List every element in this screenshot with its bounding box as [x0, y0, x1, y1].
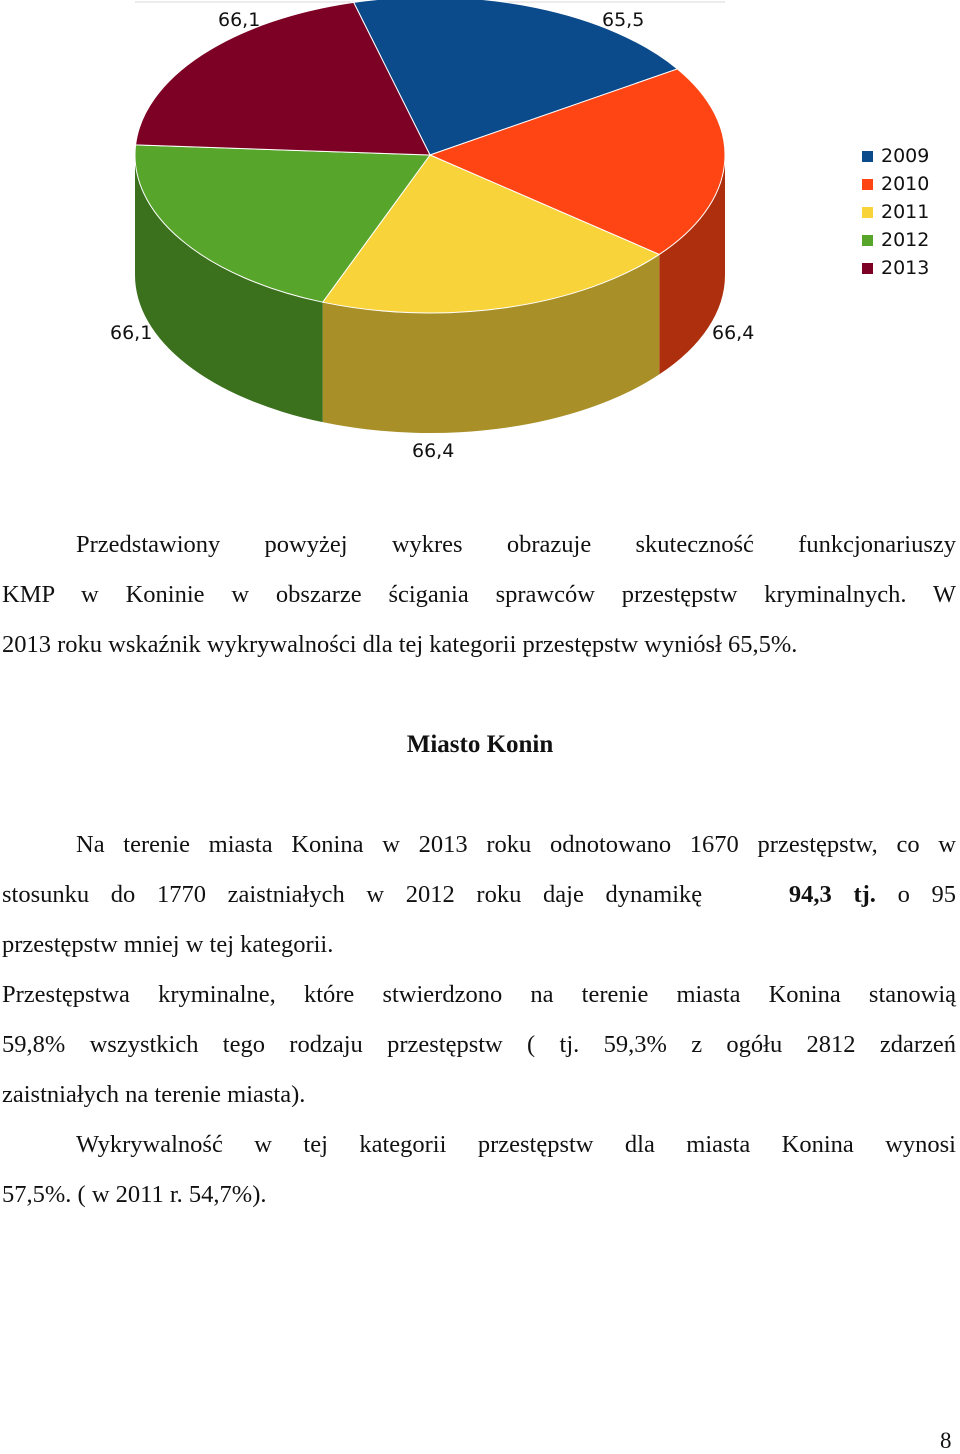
- legend-label: 2011: [881, 201, 930, 223]
- section-heading: Miasto Konin: [406, 731, 554, 758]
- text-line: zaistniałych na terenie miasta).: [2, 1081, 306, 1108]
- legend-item-2012: [862, 226, 929, 254]
- legend-item-2011: [862, 198, 929, 226]
- legend-label: 2013: [881, 257, 930, 279]
- legend-label: 2009: [881, 145, 930, 167]
- legend-item-2009: [862, 142, 929, 170]
- pie-chart: [0, 0, 960, 480]
- chart-legend: [862, 142, 929, 282]
- text-line: Na terenie miasta Konina w 2013 roku odnotowano 1670 przestępstw, co w: [76, 831, 956, 858]
- legend-label: 2010: [881, 173, 930, 195]
- legend-item-2010: [862, 170, 929, 198]
- legend-swatch: [862, 263, 873, 274]
- legend-label: 2012: [881, 229, 930, 251]
- paragraph-chart-description: [2, 520, 956, 670]
- text-line: [2, 870, 956, 920]
- text-line: przestępstw mniej w tej kategorii.: [2, 931, 334, 958]
- paragraph-crime-share: [2, 970, 956, 1120]
- paragraph-crime-count: [2, 820, 956, 970]
- text-line: 2013 roku wskaźnik wykrywalności dla tej kategorii przestępstw wyniósł 65,5%.: [2, 631, 798, 658]
- value-label-2011: 66,4: [412, 440, 455, 462]
- value-label-2010: 66,1: [110, 322, 153, 344]
- text-line: Wykrywalność w tej kategorii przestępstw dla miasta Konina wynosi: [76, 1131, 956, 1158]
- page-number: 8: [940, 1428, 952, 1453]
- value-label-2013: 65,5: [602, 9, 645, 31]
- text-fragment: stosunku do 1770 zaistniałych w 2012 roku daje dynamikę: [2, 881, 703, 908]
- legend-swatch: [862, 179, 873, 190]
- text-fragment: o 95: [897, 881, 957, 908]
- legend-item-2013: [862, 254, 929, 282]
- value-label-2012: 66,4: [712, 322, 755, 344]
- text-line: KMP w Koninie w obszarze ścigania sprawców przestępstw kryminalnych. W: [2, 581, 956, 608]
- legend-swatch: [862, 207, 873, 218]
- value-label-2009: 66,1: [218, 9, 261, 31]
- text-line: Przedstawiony powyżej wykres obrazuje skuteczność funkcjonariuszy: [76, 531, 956, 558]
- legend-swatch: [862, 151, 873, 162]
- text-line: 57,5%. ( w 2011 r. 54,7%).: [2, 1181, 267, 1208]
- paragraph-detection-rate: [2, 1120, 956, 1220]
- text-line: Przestępstwa kryminalne, które stwierdzono na terenie miasta Konina stanowią: [2, 981, 956, 1008]
- text-line: 59,8% wszystkich tego rodzaju przestępstw ( tj. 59,3% z ogółu 2812 zdarzeń: [2, 1031, 956, 1058]
- dynamics-value: 94,3 tj.: [788, 881, 876, 908]
- legend-swatch: [862, 235, 873, 246]
